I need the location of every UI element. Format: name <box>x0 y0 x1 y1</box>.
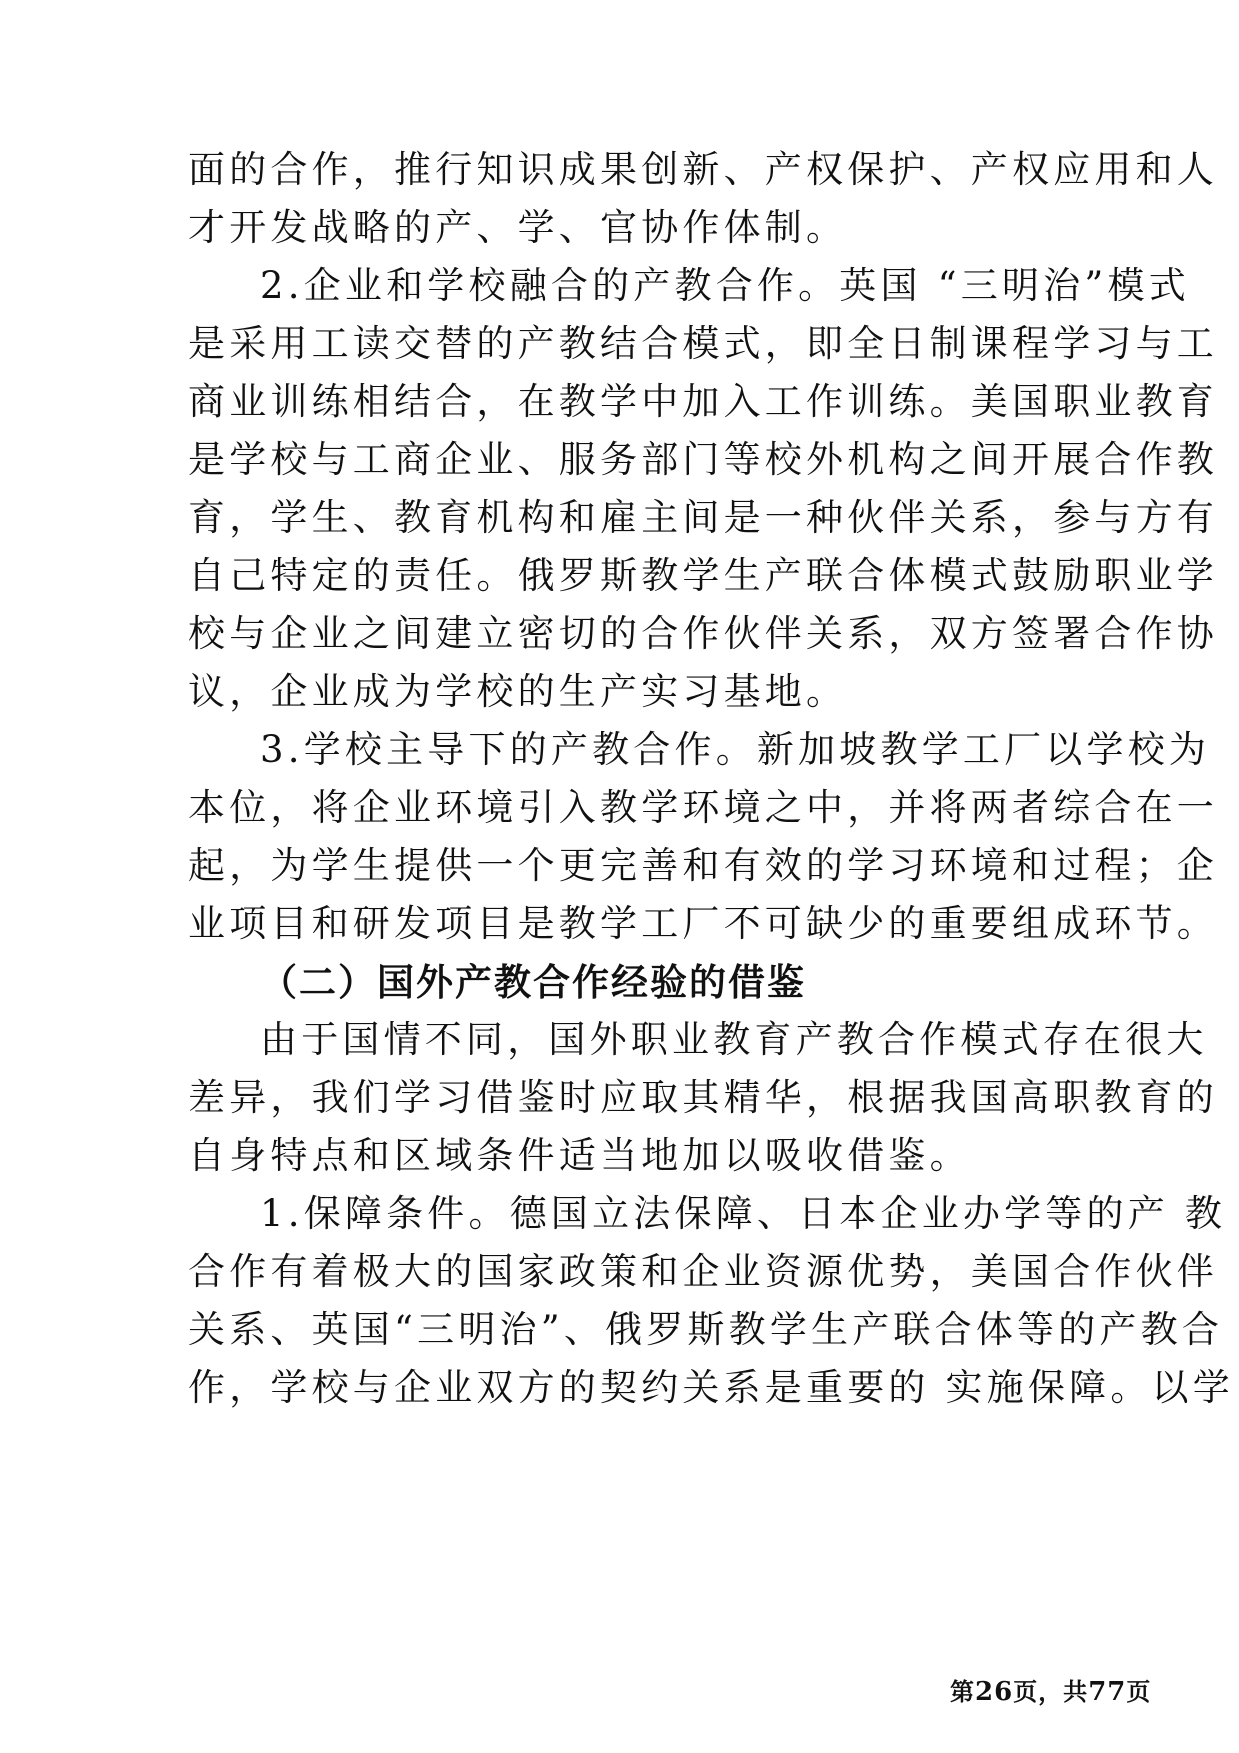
text-line: 自己特定的责任。俄罗斯教学生产联合体模式鼓励职业学 <box>188 554 1218 597</box>
paragraph-start: 3.学校主导下的产教合作。新加坡教学工厂以学校为 <box>260 728 1211 771</box>
text-line: 面的合作，推行知识成果创新、产权保护、产权应用和人 <box>188 148 1218 191</box>
text-line: 差异，我们学习借鉴时应取其精华，根据我国高职教育的 <box>188 1076 1218 1119</box>
text-line: 议，企业成为学校的生产实习基地。 <box>188 670 848 713</box>
text-line: 本位，将企业环境引入教学环境之中，并将两者综合在一 <box>188 786 1218 829</box>
text-line: 作，学校与企业双方的契约关系是重要的 实施保障。以学 <box>188 1366 1234 1409</box>
text-line: 是采用工读交替的产教结合模式，即全日制课程学习与工 <box>188 322 1218 365</box>
page-number-middle: 页，共 <box>1013 1677 1089 1706</box>
page-number-suffix: 页 <box>1126 1677 1152 1706</box>
paragraph-start: 由于国情不同，国外职业教育产教合作模式存在很大 <box>260 1018 1208 1061</box>
paragraph-start: 1.保障条件。德国立法保障、日本企业办学等的产 教 <box>260 1192 1227 1235</box>
text-line: 合作有着极大的国家政策和企业资源优势，美国合作伙伴 <box>188 1250 1218 1293</box>
text-line: 是学校与工商企业、服务部门等校外机构之间开展合作教 <box>188 438 1218 481</box>
text-line: 自身特点和区域条件适当地加以吸收借鉴。 <box>188 1134 971 1177</box>
text-line: 育，学生、教育机构和雇主间是一种伙伴关系，参与方有 <box>188 496 1218 539</box>
text-line: 商业训练相结合，在教学中加入工作训练。美国职业教育 <box>188 380 1218 423</box>
total-pages-number: 77 <box>1088 1677 1127 1707</box>
paragraph-start: 2.企业和学校融合的产教合作。英国 “三明治”模式 <box>260 264 1190 307</box>
text-line: 业项目和研发项目是教学工厂不可缺少的重要组成环节。 <box>188 902 1218 945</box>
text-line: 关系、英国“三明治”、俄罗斯教学生产联合体等的产教合 <box>188 1308 1224 1351</box>
text-line: 起，为学生提供一个更完善和有效的学习环境和过程；企 <box>188 844 1218 887</box>
page-number-prefix: 第 <box>950 1677 975 1706</box>
section-heading: （二）国外产教合作经验的借鉴 <box>260 960 806 1004</box>
page-number <box>950 1677 1151 1707</box>
text-line: 才开发战略的产、学、官协作体制。 <box>188 206 848 249</box>
current-page-number: 26 <box>975 1677 1014 1707</box>
text-line: 校与企业之间建立密切的合作伙伴关系，双方签署合作协 <box>188 612 1218 655</box>
